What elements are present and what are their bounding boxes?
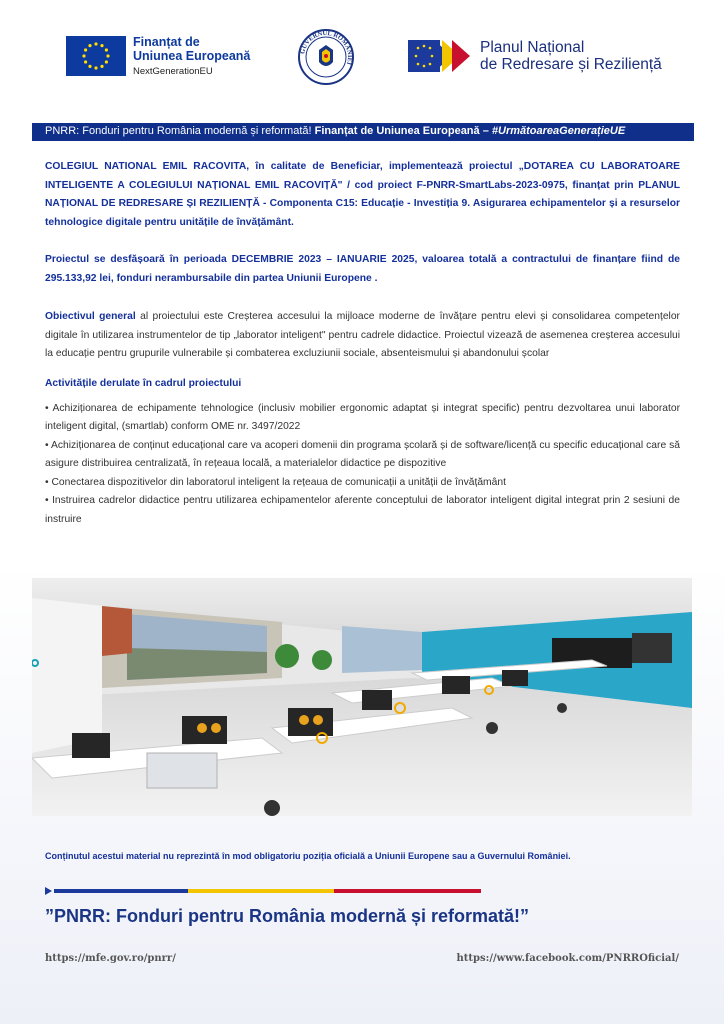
header-logos	[0, 28, 724, 88]
eu-star	[84, 60, 87, 63]
pnrr-label-line1: Planul Național	[480, 39, 585, 56]
banner-hashtag: #UrmătoareaGenerațieUE	[491, 125, 626, 137]
list-item: • Achiziționarea de echipamente tehnologice (inclusiv mobilier ergonomic adaptat și integrat specific) pentru dezvoltarea unui laborator inteligent digital, (smartlab) conform OME nr. 3497/2022	[45, 402, 680, 432]
list-item: • Achiziționarea de conținut educațional care va acoperi domenii din programa școlară și de software/licență cu specific educațional care să asigure distribuirea centralizată, în rețeaua locală, a materialelor didactice pe dispozitive	[45, 439, 680, 469]
eu-star	[88, 44, 91, 47]
activities-list	[45, 400, 680, 530]
banner-bold-text: Finanțat de Uniunea Europeană –	[314, 125, 492, 137]
slogan: ”PNRR: Fonduri pentru România modernă și reformată!”	[45, 906, 530, 926]
arrow-icon	[45, 887, 52, 895]
eu-funding-label	[133, 35, 250, 79]
eu-star	[94, 42, 97, 45]
eu-star	[88, 65, 91, 68]
eu-star	[106, 54, 109, 57]
list-item: • Instruirea cadrelor didactice pentru utilizarea echipamentelor aferente conceptului de laborator inteligent digital integrat prin 2 sesiuni de instruire	[45, 495, 680, 525]
eu-flag-icon	[66, 36, 126, 76]
main-content	[45, 158, 680, 529]
project-period-paragraph: Proiectul se desfășoară în perioada DECEMBRIE 2023 – IANUARIE 2025, valoarea totală a contractului de finanțare fiind de 295.133,92 lei, fonduri nerambursabile din partea Uniunii Europene .	[45, 254, 680, 284]
tricolor-divider	[45, 888, 481, 894]
eu-star	[94, 66, 97, 69]
project-intro-paragraph: COLEGIUL NATIONAL EMIL RACOVITA, în calitate de Beneficiar, implementează proiectul „DOTAREA CU LABORATOARE INTELIGENTE A COLEGIULUI NAȚIONAL EMIL RACOVIȚĂ" / cod proiect F-PNRR-SmartLabs-2023-0975, finanțat prin PLANUL NAȚIONAL DE REDRESARE ȘI REZILIENȚĂ - Componenta C15: Educație - Investiția 9. Asigurarea echipamentelor și a resurselor tehnologice digitale pentru unitățile de învățământ.	[45, 161, 680, 228]
eu-star	[100, 65, 103, 68]
pnrr-label-line2: de Redresare și Reziliență	[480, 56, 662, 73]
eu-star	[105, 60, 108, 63]
facebook-link[interactable]: https://www.facebook.com/PNRROficial/	[456, 953, 679, 964]
seal-text: GUVERNUL ROMÂNIEI	[299, 29, 354, 66]
funding-banner	[32, 123, 694, 141]
objective-paragraph	[45, 308, 680, 364]
divider-yellow	[188, 889, 334, 893]
objective-text: al proiectului este Creșterea accesului la mijloace moderne de învățare pentru elevi și consolidarea competențelor digitale în utilizarea instrumentelor de tip „laborator inteligent" pentru cadrele didactice. Proiectul vizează de asemenea creșterea accesului la educație pentru grupurile vulnerabile și combaterea excluziunii sociale, absenteismului și abandonului școlar	[45, 311, 680, 359]
mfe-link[interactable]: https://mfe.gov.ro/pnrr/	[45, 953, 176, 964]
eu-label-line1: Finanțat de	[133, 35, 200, 49]
pnrr-logo-icon	[408, 38, 474, 74]
eu-star	[82, 54, 85, 57]
objective-label: Obiectivul general	[45, 311, 136, 322]
eu-label-line2: Uniunea Europeană	[133, 49, 251, 63]
pnrr-label	[480, 39, 662, 73]
government-seal-icon	[297, 28, 355, 86]
activities-title: Activitățile derulate în cadrul proiectului	[45, 377, 242, 389]
eu-star	[105, 48, 108, 51]
smartlab-photo	[32, 578, 692, 816]
eu-label-line3: NextGenerationEU	[133, 66, 213, 77]
list-item: • Conectarea dispozitivelor din laboratorul inteligent la rețeaua de comunicații a unității de învățământ	[45, 476, 506, 488]
eu-star	[84, 48, 87, 51]
divider-blue	[54, 889, 188, 893]
eu-star	[100, 44, 103, 47]
banner-normal-text: PNRR: Fonduri pentru România modernă și reformată!	[45, 125, 315, 137]
disclaimer-text: Conținutul acestui material nu reprezintă în mod obligatoriu poziția oficială a Uniunii Europene sau a Guvernului României.	[45, 851, 571, 861]
divider-red	[334, 889, 481, 893]
